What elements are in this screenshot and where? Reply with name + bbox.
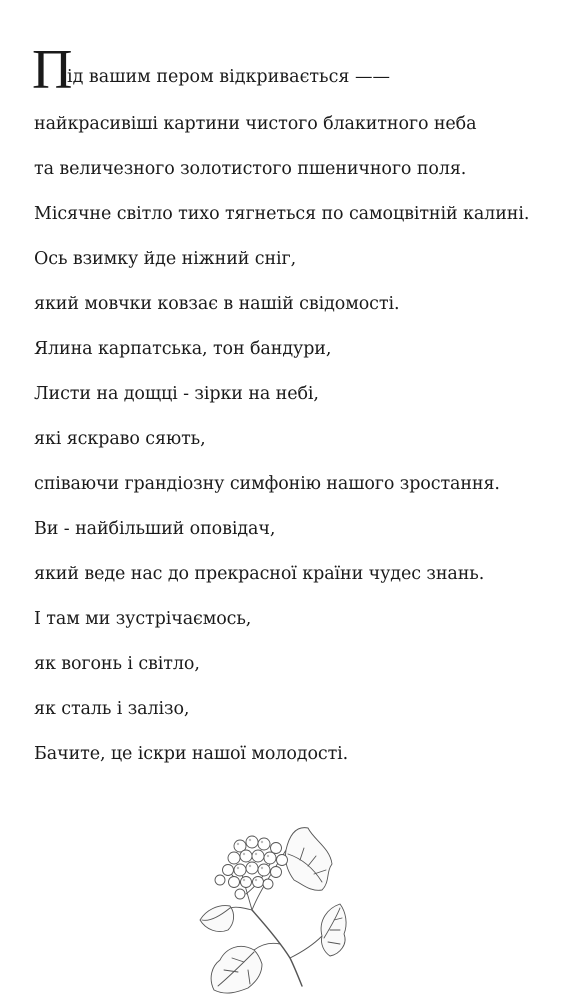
poem-line: які яскраво сяють,	[34, 429, 206, 449]
poem-line: Ви - найбільший оповідач,	[34, 519, 276, 539]
poem-line: співаючи грандіозну симфонію нашого зростання.	[34, 474, 500, 494]
poem-line: Місячне світло тихо тягнеться по самоцвітній калині.	[34, 204, 530, 224]
drop-cap: П	[32, 39, 73, 101]
poem-line: Бачите, це іскри нашої молодості.	[34, 744, 349, 764]
poem-line: та величезного золотистого пшеничного поля.	[34, 159, 467, 179]
poem-line: Листи на дощці - зірки на небі,	[34, 384, 319, 404]
poem-line: як сталь і залізо,	[34, 699, 190, 719]
poem-first-line	[32, 39, 559, 102]
poem-line: Ялина карпатська, тон бандури,	[34, 339, 332, 359]
poem-line: який мовчки ковзає в нашій свідомості.	[34, 294, 400, 314]
poem-line: як вогонь і світло,	[34, 654, 200, 674]
viburnum-branch-icon	[190, 820, 350, 998]
poem-text	[32, 39, 559, 777]
poem-line: найкрасивіші картини чистого блакитного неба	[34, 114, 477, 134]
poem-line: І там ми зустрічаємось,	[34, 609, 252, 629]
poem-line: який веде нас до прекрасної країни чудес знань.	[34, 564, 485, 584]
poem-line-1-rest: ід вашим пером відкривається ——	[67, 67, 390, 87]
poem-line: Ось взимку йде ніжний сніг,	[34, 249, 297, 269]
